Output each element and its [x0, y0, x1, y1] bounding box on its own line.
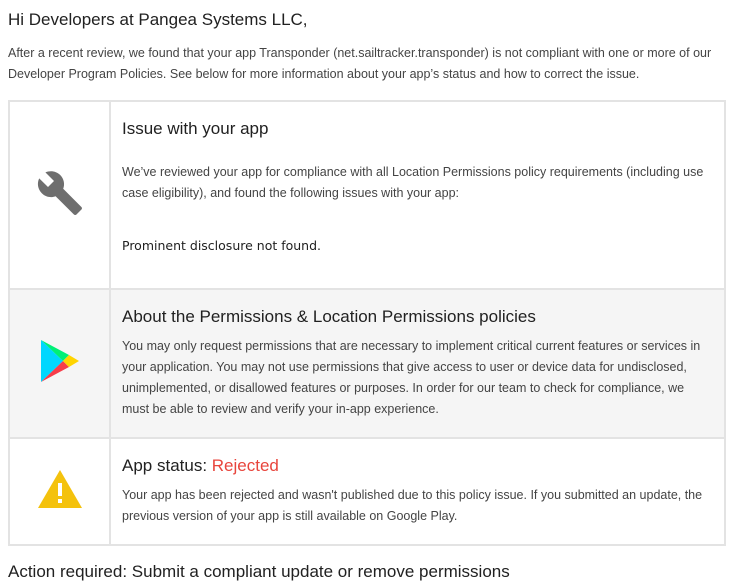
intro-paragraph: After a recent review, we found that your app Transponder (net.sailtracker.transponder) is not compliant with one or more of our Developer Program Policies. See below for more information about your app’s status and how to correct the issue.: [8, 46, 712, 81]
policy-title: About the Permissions & Location Permissions policies: [122, 307, 536, 326]
status-content-cell: [110, 438, 725, 545]
issue-content-cell: [110, 101, 725, 289]
wrench-icon: [36, 169, 84, 217]
greeting-heading: Hi Developers at Pangea Systems LLC,: [8, 10, 308, 29]
action-required-heading: Action required: Submit a compliant update or remove permissions: [8, 562, 510, 581]
policy-content-cell: [110, 289, 725, 438]
status-row: [9, 438, 725, 545]
status-title: [122, 456, 714, 476]
policy-text: You may only request permissions that are necessary to implement critical current features or services in your application. You may not use permissions that give access to user or device data for undisclosed, unimplemented, or disallowed features or purposes. In order for our team to check for compliance, we must be able to review and verify your in-app experience.: [122, 339, 701, 416]
policy-row: [9, 289, 725, 438]
issue-title: Issue with your app: [122, 119, 269, 138]
google-play-icon: [39, 338, 81, 384]
policy-card: [8, 100, 726, 546]
policy-icon-cell: [9, 289, 110, 438]
status-icon-cell: [9, 438, 110, 545]
issue-finding: Prominent disclosure not found.: [122, 238, 322, 253]
warning-icon: [37, 469, 83, 509]
status-text: Your app has been rejected and wasn't published due to this policy issue. If you submitted an update, the previous version of your app is still available on Google Play.: [122, 488, 703, 523]
status-label: App status:: [122, 456, 212, 475]
issue-row: [9, 101, 725, 289]
issue-text: We’ve reviewed your app for compliance with all Location Permissions policy requirements (including use case eligibility), and found the following issues with your app:: [122, 165, 704, 200]
issue-icon-cell: [9, 101, 110, 289]
status-value: Rejected: [211, 456, 279, 475]
